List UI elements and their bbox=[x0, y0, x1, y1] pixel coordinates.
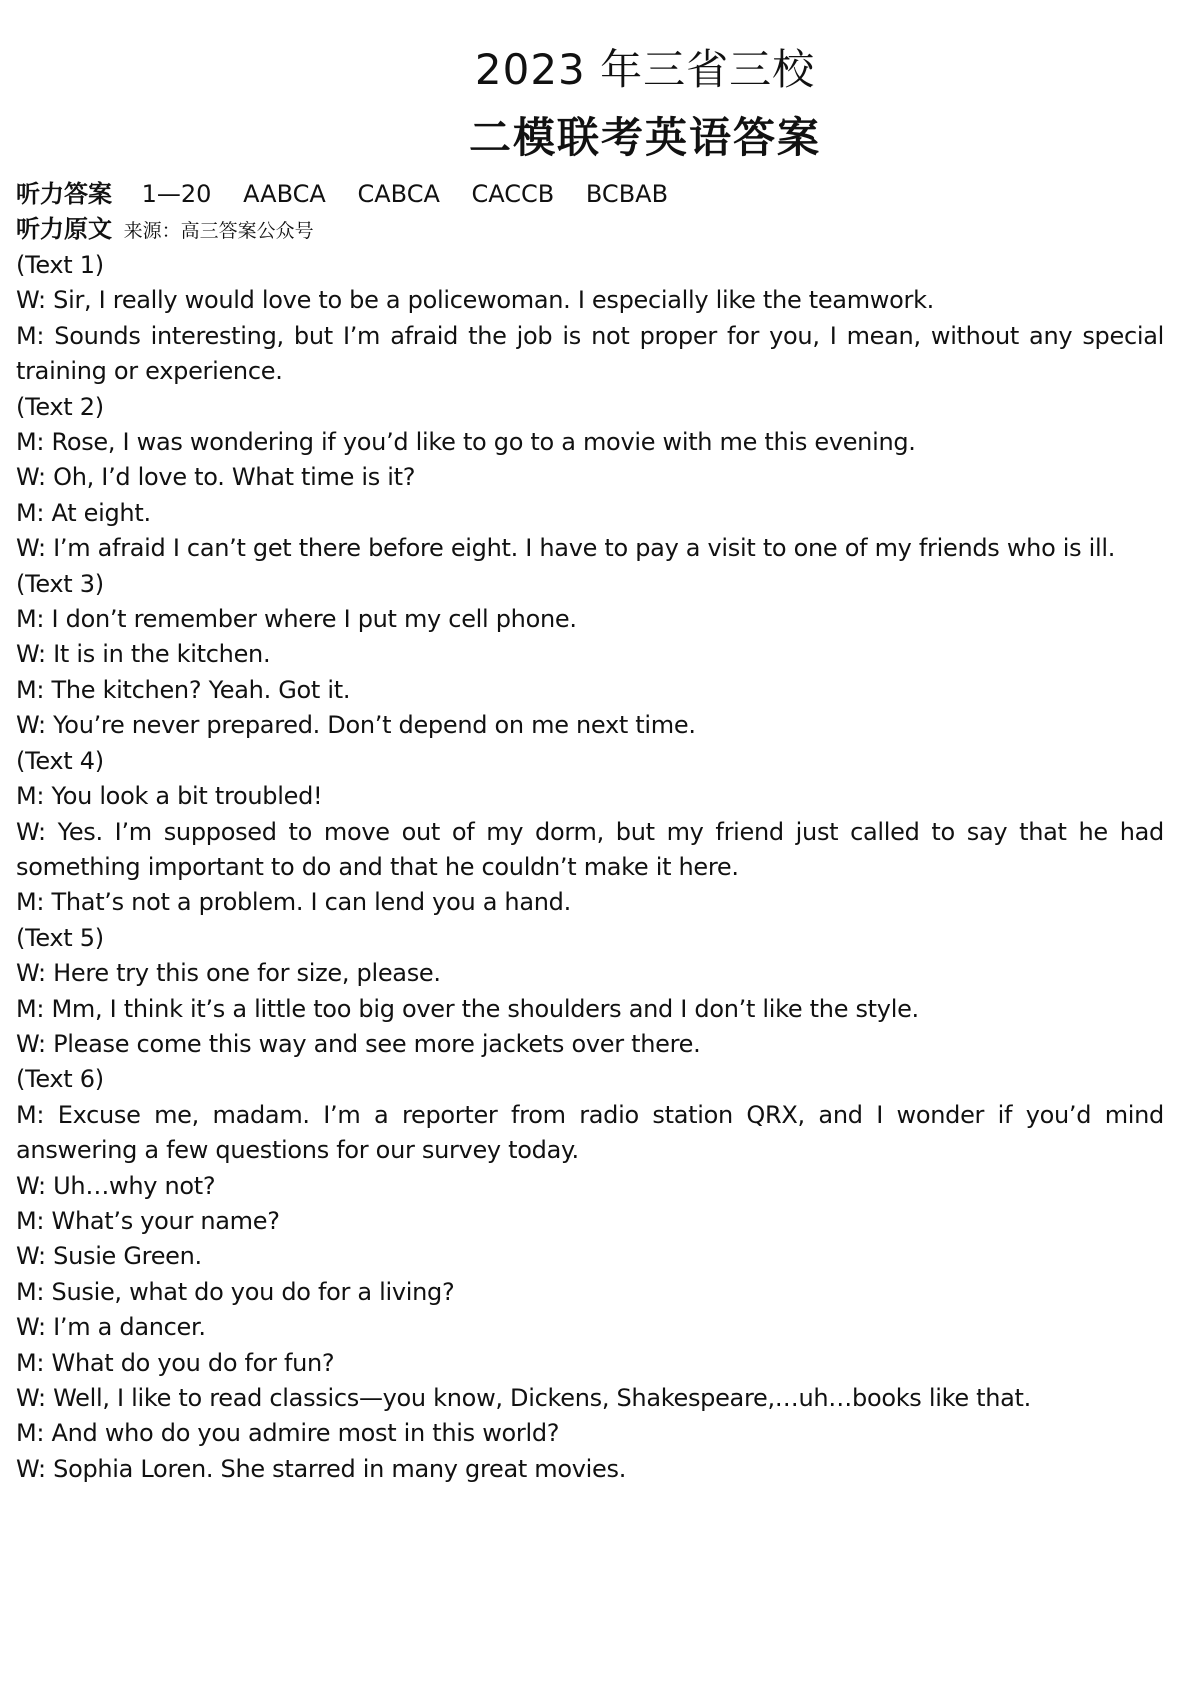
transcript-line: M: Excuse me, madam. I’m a reporter from radio station QRX, and I wonder if you’d mind answering a few questions for our survey today. bbox=[16, 1100, 1164, 1165]
document-title: 2023 年三省三校 bbox=[474, 45, 816, 94]
transcript-line: W: I’m a dancer. bbox=[16, 1313, 206, 1342]
transcript-line: W: Oh, I’d love to. What time is it? bbox=[16, 463, 416, 492]
transcript-line: W: Sophia Loren. She starred in many great movies. bbox=[16, 1454, 627, 1483]
transcript-line: W: Here try this one for size, please. bbox=[16, 959, 441, 988]
transcript-line: M: That’s not a problem. I can lend you a hand. bbox=[16, 888, 571, 917]
answer-group: CACCB bbox=[471, 180, 555, 208]
transcript-line: (Text 3) bbox=[16, 569, 104, 598]
answer-group: BCBAB bbox=[585, 180, 669, 208]
transcript-line: M: And who do you admire most in this world? bbox=[16, 1419, 560, 1448]
transcript-line: M: At eight. bbox=[16, 498, 151, 527]
transcript-line: M: I don’t remember where I put my cell phone. bbox=[16, 605, 577, 634]
transcript-line: M: Rose, I was wondering if you’d like to go to a movie with me this evening. bbox=[16, 428, 916, 457]
transcript-line: M: You look a bit troubled! bbox=[16, 782, 323, 811]
source-note: 来源：高三答案公众号 bbox=[123, 220, 314, 242]
listening-answers bbox=[16, 176, 1164, 212]
transcript-line: W: Uh…why not? bbox=[16, 1171, 216, 1200]
transcript-line: W: Yes. I’m supposed to move out of my dorm, but my friend just called to say that he had something important to do and that he couldn’t make it here. bbox=[16, 817, 1164, 881]
answers-range: 1—20 bbox=[141, 180, 212, 208]
answer-group: AABCA bbox=[243, 180, 326, 208]
transcript-line: W: I’m afraid I can’t get there before eight. I have to pay a visit to one of my friends who is ill. bbox=[16, 534, 1116, 563]
listening-source bbox=[16, 212, 1164, 248]
transcript bbox=[16, 248, 1164, 1487]
answers-label: 听力答案 bbox=[16, 180, 112, 208]
transcript-line: W: You’re never prepared. Don’t depend on me next time. bbox=[16, 711, 696, 740]
document-subtitle: 二模联考英语答案 bbox=[468, 113, 821, 162]
transcript-line: W: It is in the kitchen. bbox=[16, 640, 271, 669]
transcript-line: M: Susie, what do you do for a living? bbox=[16, 1277, 455, 1306]
transcript-line: (Text 5) bbox=[16, 923, 104, 952]
transcript-line: M: What’s your name? bbox=[16, 1206, 280, 1235]
transcript-line: M: What do you do for fun? bbox=[16, 1348, 335, 1377]
transcript-line: (Text 4) bbox=[16, 746, 104, 775]
transcript-line: W: Please come this way and see more jackets over there. bbox=[16, 1029, 701, 1058]
transcript-line: (Text 1) bbox=[16, 251, 104, 279]
transcript-line: M: Sounds interesting, but I’m afraid the job is not proper for you, I mean, without any special training or experience. bbox=[16, 321, 1164, 386]
transcript-line: W: Sir, I really would love to be a policewoman. I especially like the teamwork. bbox=[16, 286, 935, 315]
answer-group: CABCA bbox=[357, 180, 440, 208]
transcript-line: W: Well, I like to read classics—you know, Dickens, Shakespeare,…uh…books like that. bbox=[16, 1384, 1031, 1412]
transcript-line: (Text 2) bbox=[16, 392, 104, 421]
transcript-line: M: The kitchen? Yeah. Got it. bbox=[16, 675, 351, 704]
source-label: 听力原文 bbox=[16, 215, 112, 243]
transcript-line: W: Susie Green. bbox=[16, 1242, 202, 1271]
transcript-line: (Text 6) bbox=[16, 1065, 104, 1094]
transcript-line: M: Mm, I think it’s a little too big over the shoulders and I don’t like the style. bbox=[16, 994, 919, 1023]
